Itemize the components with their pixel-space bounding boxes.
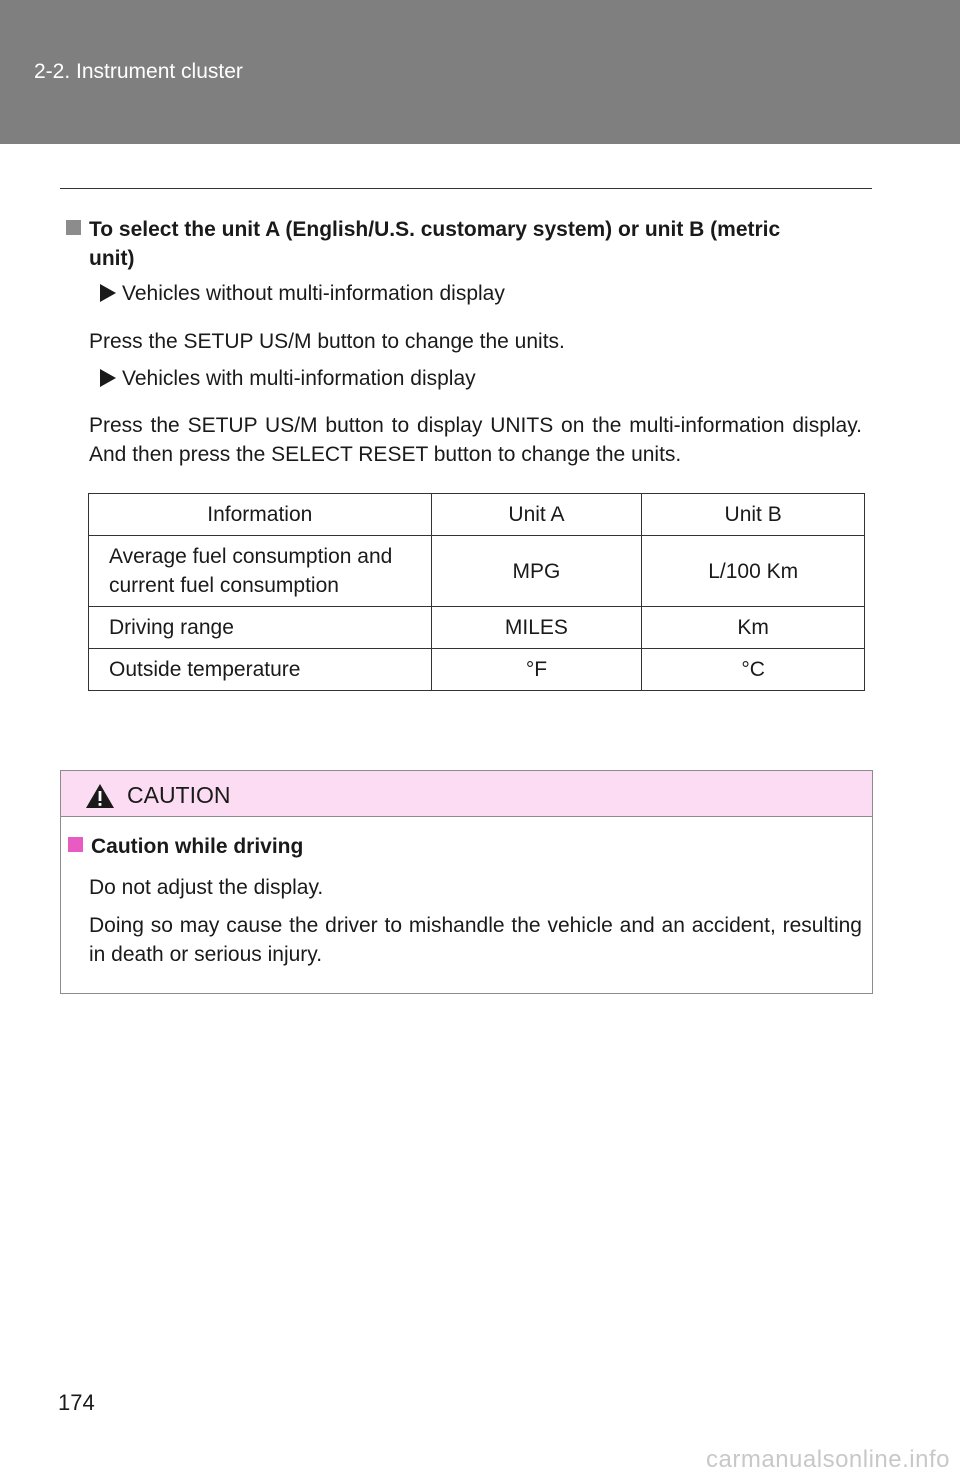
units-table xyxy=(88,493,865,691)
condition-label: Vehicles with multi-information display xyxy=(122,367,476,390)
table-row xyxy=(89,536,865,607)
row-information: Average fuel consumption and current fuel consumption xyxy=(89,536,432,607)
caution-header xyxy=(61,771,872,817)
caution-square-icon xyxy=(68,837,83,852)
caution-text-2: Doing so may cause the driver to mishandle the vehicle and an accident, resulting in death or serious injury. xyxy=(89,914,862,966)
condition-without-display xyxy=(100,282,505,306)
table-row xyxy=(89,649,865,691)
section-square-icon xyxy=(66,220,81,235)
table-row xyxy=(89,607,865,649)
row-unit-b: °C xyxy=(642,649,865,691)
column-header-unit-a: Unit A xyxy=(431,494,642,536)
warning-icon xyxy=(85,783,115,809)
row-information: Outside temperature xyxy=(89,649,432,691)
row-unit-a: MPG xyxy=(431,536,642,607)
row-unit-a: °F xyxy=(431,649,642,691)
instruction-paragraph-1: Press the SETUP US/M button to change the units. xyxy=(89,330,565,353)
page-number: 174 xyxy=(58,1390,95,1415)
page-header xyxy=(0,0,960,144)
row-unit-b: Km xyxy=(642,607,865,649)
watermark: carmanualsonline.info xyxy=(706,1446,950,1473)
row-information: Driving range xyxy=(89,607,432,649)
caution-text-1: Do not adjust the display. xyxy=(89,876,324,899)
section-title-line1: To select the unit A (English/U.S. customary system) or unit B (metric xyxy=(89,218,781,241)
section-name: 2-2. Instrument cluster xyxy=(34,60,243,83)
right-triangle-icon xyxy=(100,284,116,302)
row-unit-a: MILES xyxy=(431,607,642,649)
section-title xyxy=(66,215,866,273)
header-rule xyxy=(60,188,872,189)
row-unit-b: L/100 Km xyxy=(642,536,865,607)
caution-subtitle xyxy=(68,835,303,859)
table-header-row xyxy=(89,494,865,536)
caution-box xyxy=(60,770,873,994)
column-header-unit-b: Unit B xyxy=(642,494,865,536)
instruction-paragraph-2: Press the SETUP US/M button to display UNITS on the multi-information display. And then press the SELECT RESET button to change the units. xyxy=(89,414,862,466)
caution-subtitle-text: Caution while driving xyxy=(91,835,304,858)
column-header-information: Information xyxy=(89,494,432,536)
condition-with-display xyxy=(100,367,476,391)
caution-label: CAUTION xyxy=(127,782,231,808)
section-title-line2: unit) xyxy=(89,247,135,270)
condition-label: Vehicles without multi-information display xyxy=(122,282,505,305)
right-triangle-icon xyxy=(100,369,116,387)
